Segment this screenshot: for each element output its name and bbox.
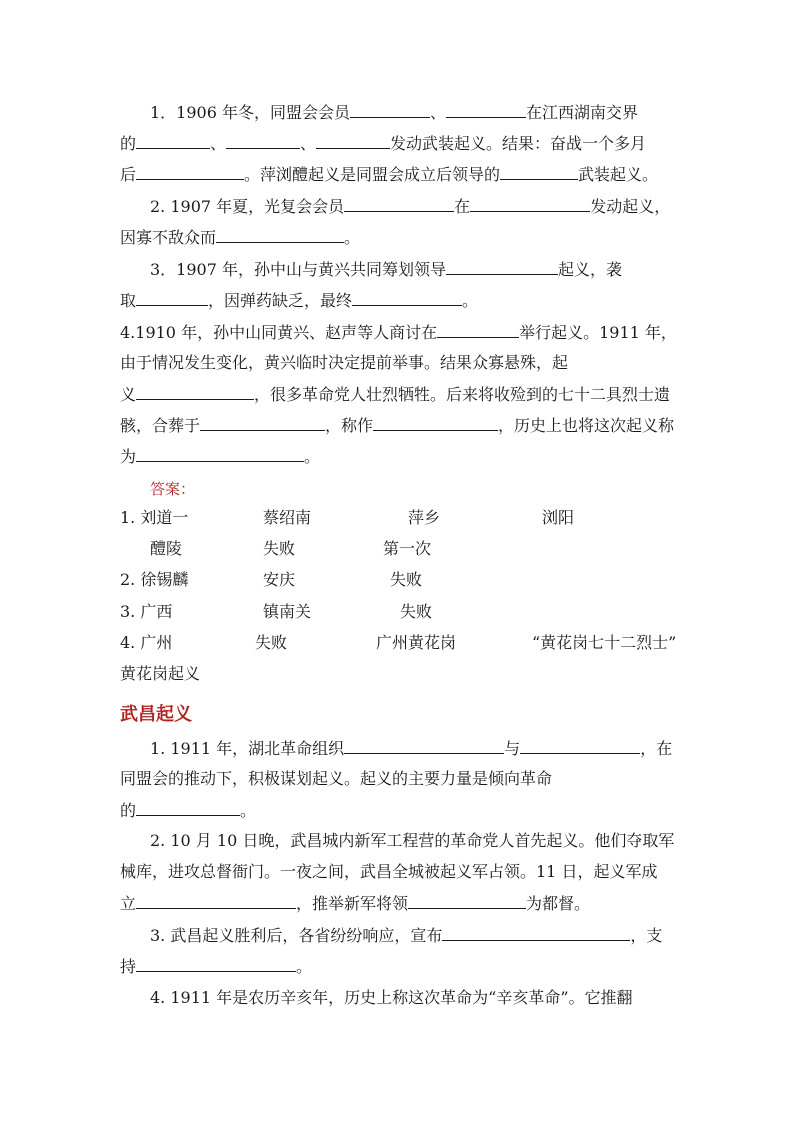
q2-text: 。 [344, 228, 361, 247]
q2-text: 因寡不敌众而 [120, 228, 217, 247]
w3-text: 持 [120, 957, 137, 976]
q2-text: 发动起义， [590, 197, 671, 216]
q1-text: 的 [120, 134, 137, 153]
blank[interactable] [200, 415, 325, 431]
w2-text: ，推举新军将领 [296, 894, 409, 913]
answer-cell: 萍乡 [408, 508, 441, 527]
q1-text: 武装起义。 [578, 165, 659, 184]
answer-cell: 4. 广州 [120, 633, 173, 652]
answer-cell: 醴陵 [150, 539, 183, 558]
answer-cell: 黄花岗起义 [120, 664, 201, 683]
w2-text: 2. 10 月 10 日晚，武昌城内新军工程营的革命党人首先起义。他们夺取军 [150, 831, 675, 850]
answer-cell: 浏阳 [542, 508, 575, 527]
blank[interactable] [373, 415, 498, 431]
q3-text: 3．1907 年，孙中山与黄兴共同筹划领导 [150, 260, 446, 279]
w1-line-2 [120, 769, 680, 789]
w1-text: 1. 1911 年，湖北革命组织 [150, 739, 345, 758]
q4-text: 义 [120, 385, 137, 404]
answer-cell: 失败 [255, 633, 288, 652]
q4-text: ，称作 [325, 416, 374, 435]
w1-line-1 [150, 738, 710, 759]
q2-line-2 [120, 227, 680, 248]
q4-text: ，历史上也将这次起义称 [498, 416, 675, 435]
w3-text: 3. 武昌起义胜利后，各省纷纷响应，宣布 [150, 926, 443, 945]
w1-text: ，在 [640, 739, 673, 758]
blank[interactable] [470, 196, 590, 212]
answer-cell: 第一次 [383, 539, 432, 558]
blank[interactable] [446, 102, 526, 118]
blank[interactable] [136, 800, 240, 816]
answer-cell: 安庆 [263, 570, 296, 589]
w2-line-1 [150, 831, 710, 851]
w4-line-1 [150, 988, 710, 1008]
blank[interactable] [136, 956, 296, 972]
answer-cell: 2. 徐锡麟 [120, 570, 189, 589]
q1-text: 1．1906 年冬，同盟会会员 [150, 103, 350, 122]
q4-text: 。 [304, 447, 321, 466]
w2-line-3 [120, 893, 680, 914]
q4-text: 举行起义。1911 年， [519, 323, 677, 342]
answer-cell: 失败 [390, 570, 423, 589]
section-title: 武昌起义 [120, 704, 192, 725]
w1-text: 的 [120, 801, 137, 820]
answer-cell: 蔡绍南 [263, 508, 312, 527]
q4-line-1 [120, 322, 680, 343]
blank[interactable] [344, 738, 504, 754]
blank[interactable] [344, 196, 454, 212]
w2-text: 立 [120, 894, 137, 913]
answer-cell: 失败 [400, 602, 433, 621]
answer-cell: 镇南关 [263, 602, 312, 621]
blank[interactable] [136, 290, 208, 306]
w3-text: 。 [296, 957, 313, 976]
q4-line-2 [120, 353, 680, 373]
q1-text: 发动武装起义。结果：奋战一个多月 [390, 134, 647, 153]
q1-text: 、 [430, 103, 447, 122]
answer-cell: 3. 广西 [120, 602, 173, 621]
blank[interactable] [442, 925, 630, 941]
q3-text: 取 [120, 291, 137, 310]
w1-text: 同盟会的推动下，积极谋划起义。起义的主要力量是倾向革命 [120, 769, 553, 788]
q1-text: 、 [300, 134, 317, 153]
blank[interactable] [136, 446, 304, 462]
blank[interactable] [520, 738, 640, 754]
blank[interactable] [408, 893, 526, 909]
blank[interactable] [350, 102, 430, 118]
q4-line-3 [120, 384, 680, 405]
answer-cell: 1. 刘道一 [120, 508, 189, 527]
blank[interactable] [226, 133, 300, 149]
blank[interactable] [352, 290, 462, 306]
w1-text: 与 [504, 739, 521, 758]
q4-text: 4.1910 年，孙中山同黄兴、赵声等人商讨在 [120, 323, 438, 342]
answer-cell: “黄花岗七十二烈士” [532, 633, 677, 652]
q4-line-5 [120, 446, 680, 467]
blank[interactable] [446, 259, 558, 275]
q2-text: 在 [454, 197, 471, 216]
answer-cell: 失败 [263, 539, 296, 558]
q3-text: 起义，袭 [558, 260, 623, 279]
q2-line-1 [150, 196, 710, 217]
q4-text: 为 [120, 447, 137, 466]
w3-line-2 [120, 956, 680, 977]
q3-text: ，因弹药缺乏，最终 [208, 291, 353, 310]
blank[interactable] [437, 322, 519, 338]
q3-line-1 [150, 259, 710, 280]
q4-text: ，很多革命党人壮烈牺牲。后来将收殓到的七十二具烈士遗 [254, 385, 671, 404]
w2-text: 为都督。 [526, 894, 591, 913]
q3-line-2 [120, 290, 680, 311]
w1-line-3 [120, 800, 680, 821]
w4-text: 4. 1911 年是农历辛亥年，历史上称这次革命为“辛亥革命”。它推翻 [150, 988, 633, 1007]
q1-text: 、 [210, 134, 227, 153]
answer-cell: 广州黄花岗 [376, 633, 457, 652]
blank[interactable] [500, 164, 578, 180]
q3-text: 。 [462, 291, 479, 310]
blank[interactable] [136, 133, 210, 149]
w1-text: 。 [240, 801, 257, 820]
q1-text: 。萍浏醴起义是同盟会成立后领导的 [244, 165, 501, 184]
blank[interactable] [316, 133, 390, 149]
w2-line-2 [120, 862, 680, 882]
q4-text: 骸，合葬于 [120, 416, 201, 435]
blank[interactable] [216, 227, 344, 243]
q1-line-1 [150, 102, 710, 123]
answers-label: 答案： [150, 480, 196, 498]
q2-text: 2. 1907 年夏，光复会会员 [150, 197, 345, 216]
blank[interactable] [136, 384, 254, 400]
q4-text: 由于情况发生变化，黄兴临时决定提前举事。结果众寡悬殊，起 [120, 353, 569, 372]
w3-text: ，支 [630, 926, 663, 945]
w2-text: 械库，进攻总督衙门。一夜之间，武昌全城被起义军占领。11 日，起义军成 [120, 862, 658, 881]
blank[interactable] [136, 164, 244, 180]
q1-line-2 [120, 133, 680, 154]
q1-text: 后 [120, 165, 137, 184]
w3-line-1 [150, 925, 710, 946]
q4-line-4 [120, 415, 680, 436]
blank[interactable] [136, 893, 296, 909]
q1-line-3 [120, 164, 680, 185]
q1-text: 在江西湖南交界 [526, 103, 639, 122]
